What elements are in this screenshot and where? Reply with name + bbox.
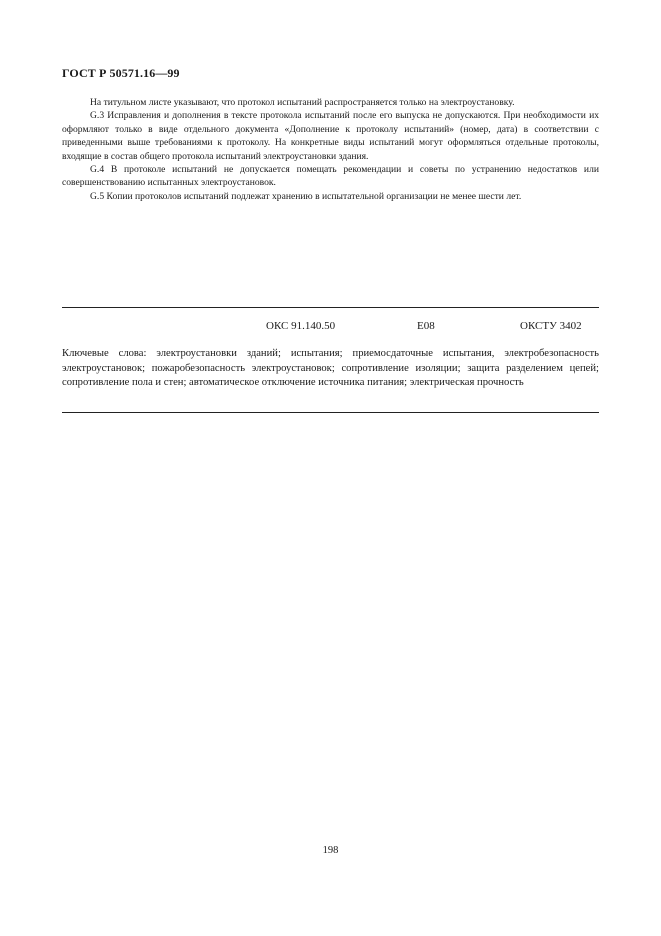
paragraph-g3: G.3 Исправления и дополнения в тексте протокола испытаний после его выпуска не допускаются. При необходимости их оформляют только в виде отдельного документа «Дополнение к протоколу испытаний» (номер, дата) в соответствии с приведенными выше требованиями к протоколу. На конкретные виды испытаний могут оформляться отдельные протоколы, входящие в состав общего протокола испытаний электроустановки здания. xyxy=(62,110,599,162)
bottom-divider xyxy=(62,412,599,413)
document-body xyxy=(62,96,599,203)
page-number: 198 xyxy=(322,845,339,856)
keywords-block: Ключевые слова: электроустановки зданий; испытания; приемосдаточные испытания, электробезопасность электроустановок; пожаробезопасность электроустановок; сопротивление изоляции; защита разделением цепей; сопротивление пола и стен; автоматическое отключение источника питания; электрическая прочность xyxy=(62,348,599,389)
paragraph-g5: G.5 Копии протоколов испытаний подлежат хранению в испытательной организации не менее шести лет. xyxy=(90,190,522,202)
oks-code: ОКС 91.140.50 xyxy=(266,320,336,332)
document-code-header: ГОСТ Р 50571.16—99 xyxy=(62,66,180,80)
top-divider xyxy=(62,307,599,308)
okstu-code: ОКСТУ 3402 xyxy=(520,320,582,332)
paragraph-title-page-note: На титульном листе указывают, что протокол испытаний распространяется только на электроустановку. xyxy=(90,97,515,108)
e-code: Е08 xyxy=(417,320,435,332)
paragraph-g4: G.4 В протоколе испытаний не допускается помещать рекомендации и советы по устранению недостатков или совершенствованию испытанных электроустановок. xyxy=(62,164,599,189)
